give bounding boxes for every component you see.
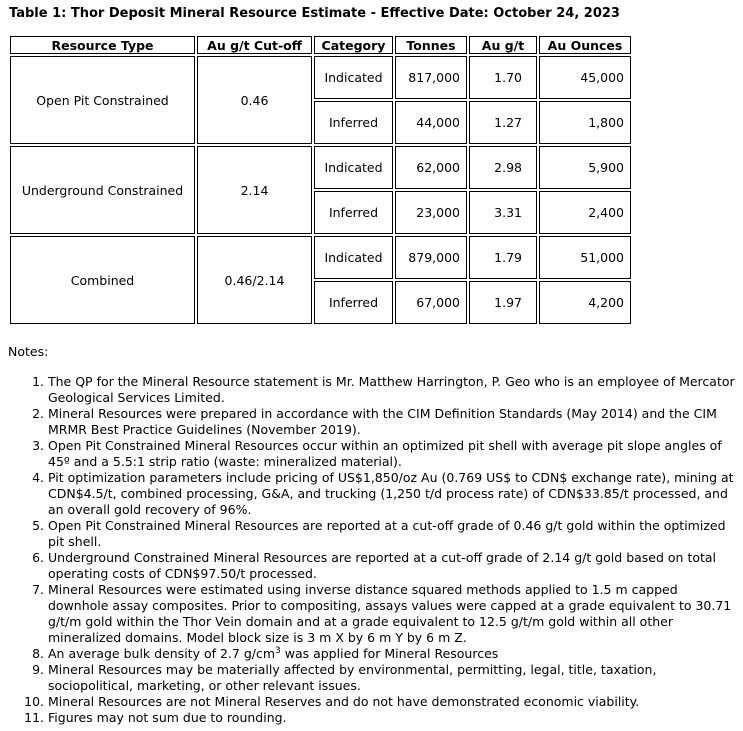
header-grade: Au g/t	[469, 36, 537, 54]
grade-cell: 1.97	[469, 281, 537, 324]
category-cell: Inferred	[314, 191, 393, 234]
category-cell: Indicated	[314, 236, 393, 279]
header-cutoff: Au g/t Cut-off	[197, 36, 312, 54]
note-item: 6. Underground Constrained Mineral Resources are reported at a cut-off grade of 2.14 g/t gold based on total operating costs of CDN$97.50/t processed.	[48, 550, 735, 582]
ounces-cell: 1,800	[539, 101, 631, 144]
note-item	[48, 646, 735, 662]
notes-label: Notes:	[8, 344, 49, 359]
table-header-row	[10, 36, 631, 54]
ounces-cell: 5,900	[539, 146, 631, 189]
notes-list	[8, 374, 735, 726]
note-item: 7. Mineral Resources were estimated using inverse distance squared methods applied to 1.5 m capped downhole assay composites. Prior to compositing, assays values were capped at a grade equivalent to 30.71 g/t/m gold within the Thor Vein domain and at a grade equivalent to 12.5 g/t/m gold within all other mineralized domains. Model block size is 3 m X by 6 m Y by 6 m Z.	[48, 582, 735, 646]
tonnes-cell: 879,000	[395, 236, 467, 279]
note-item: 10. Mineral Resources are not Mineral Reserves and do not have demonstrated economic viability.	[48, 694, 735, 710]
category-cell: Inferred	[314, 101, 393, 144]
header-ounces: Au Ounces	[539, 36, 631, 54]
grade-cell: 1.79	[469, 236, 537, 279]
category-cell: Inferred	[314, 281, 393, 324]
tonnes-cell: 44,000	[395, 101, 467, 144]
header-resource-type: Resource Type	[10, 36, 195, 54]
cutoff-cell: 0.46	[197, 56, 312, 144]
ounces-cell: 45,000	[539, 56, 631, 99]
note-item: 1. The QP for the Mineral Resource statement is Mr. Matthew Harrington, P. Geo who is an employee of Mercator Geological Services Limited.	[48, 374, 735, 406]
ounces-cell: 2,400	[539, 191, 631, 234]
note-item: 5. Open Pit Constrained Mineral Resources are reported at a cut-off grade of 0.46 g/t gold within the optimized pit shell.	[48, 518, 735, 550]
ounces-cell: 51,000	[539, 236, 631, 279]
table-title: Table 1: Thor Deposit Mineral Resource Estimate - Effective Date: October 24, 2023	[9, 6, 620, 21]
grade-cell: 2.98	[469, 146, 537, 189]
cutoff-cell: 2.14	[197, 146, 312, 234]
note-item: 3. Open Pit Constrained Mineral Resources occur within an optimized pit shell with average pit slope angles of 45º and a 5.5:1 strip ratio (waste: mineralized material).	[48, 438, 735, 470]
table-row	[10, 56, 631, 99]
cutoff-cell: 0.46/2.14	[197, 236, 312, 324]
tonnes-cell: 62,000	[395, 146, 467, 189]
grade-cell: 3.31	[469, 191, 537, 234]
tonnes-cell: 817,000	[395, 56, 467, 99]
note-text: was applied for Mineral Resources	[280, 646, 499, 661]
grade-cell: 1.27	[469, 101, 537, 144]
ounces-cell: 4,200	[539, 281, 631, 324]
header-tonnes: Tonnes	[395, 36, 467, 54]
category-cell: Indicated	[314, 56, 393, 99]
superscript: 3	[275, 645, 281, 656]
grade-cell: 1.70	[469, 56, 537, 99]
tonnes-cell: 23,000	[395, 191, 467, 234]
tonnes-cell: 67,000	[395, 281, 467, 324]
table-row	[10, 236, 631, 279]
note-text: An average bulk density of 2.7 g/cm	[48, 646, 276, 661]
note-item: 2. Mineral Resources were prepared in accordance with the CIM Definition Standards (May 2014) and the CIM MRMR Best Practice Guidelines (November 2019).	[48, 406, 735, 438]
note-item: 11. Figures may not sum due to rounding.	[48, 710, 735, 726]
header-category: Category	[314, 36, 393, 54]
category-cell: Indicated	[314, 146, 393, 189]
resource-table	[8, 34, 633, 326]
resource-type-cell: Combined	[10, 236, 195, 324]
table-row	[10, 146, 631, 189]
resource-type-cell: Open Pit Constrained	[10, 56, 195, 144]
note-item: 4. Pit optimization parameters include pricing of US$1,850/oz Au (0.769 US$ to CDN$ exchange rate), mining at CDN$4.5/t, combined processing, G&A, and trucking (1,250 t/d process rate) of CDN$33.85/t processed, and an overall gold recovery of 96%.	[48, 470, 735, 518]
resource-type-cell: Underground Constrained	[10, 146, 195, 234]
note-item: 9. Mineral Resources may be materially affected by environmental, permitting, legal, title, taxation, sociopolitical, marketing, or other relevant issues.	[48, 662, 735, 694]
